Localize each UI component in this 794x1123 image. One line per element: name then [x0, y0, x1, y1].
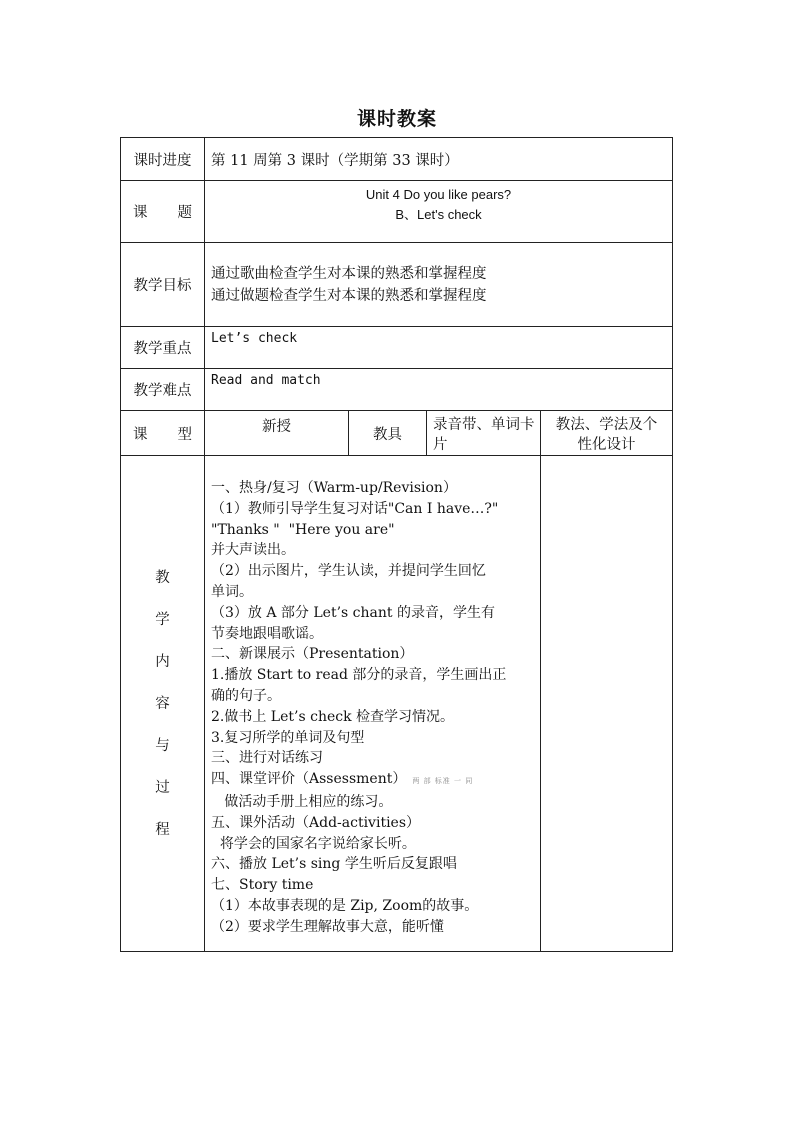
- process-line: 确的句子。: [211, 687, 281, 704]
- process-label-char: 学: [155, 611, 170, 628]
- process-line: 1.播放 Start to read 部分的录音，学生画出正: [211, 667, 507, 684]
- process-label-char: 过: [155, 779, 170, 796]
- process-content: [205, 456, 541, 952]
- row-progress: [121, 138, 673, 181]
- process-line: 六、播放 Let’s sing 学生听后反复跟唱: [211, 856, 457, 873]
- process-line: 一、热身/复习（Warm-up/Revision）: [211, 480, 457, 496]
- topic-label: 课 题: [121, 181, 205, 243]
- type-label: 课 型: [121, 411, 205, 456]
- type-value: 新授: [205, 411, 349, 456]
- process-label-char: 与: [155, 737, 170, 754]
- row-process: [121, 456, 673, 952]
- process-label-char: 容: [155, 695, 170, 712]
- lesson-plan-table: [120, 137, 673, 952]
- process-line: 单词。: [211, 583, 253, 600]
- row-key: [121, 327, 673, 369]
- process-line: 做活动手册上相应的练习。: [211, 793, 393, 810]
- process-line: （2）要求学生理解故事大意，能听懂: [211, 918, 444, 935]
- process-line: 3.复习所学的单词及句型: [211, 729, 365, 746]
- process-line: （1）本故事表现的是 Zip, Zoom的故事。: [211, 897, 479, 914]
- goal-value: [205, 243, 673, 327]
- process-line: 将学会的国家名字说给家长听。: [211, 835, 416, 852]
- process-line: 四、课堂评价（Assessment）: [211, 771, 407, 788]
- process-line: 2.做书上 Let’s check 检查学习情况。: [211, 708, 455, 725]
- row-topic: [121, 181, 673, 243]
- row-goal: [121, 243, 673, 327]
- method-notes-cell: [541, 456, 673, 952]
- process-line: 二、新课展示（Presentation）: [211, 646, 414, 663]
- process-label-char: 教: [155, 569, 170, 586]
- process-line: （1）教师引导学生复习对话"Can I have…?": [211, 500, 499, 517]
- progress-label: 课时进度: [121, 138, 205, 181]
- progress-value: 第 11 周第 3 课时（学期第 33 课时）: [205, 138, 673, 181]
- row-difficulty: [121, 369, 673, 411]
- process-line: 七、Story time: [211, 877, 314, 894]
- row-type: [121, 411, 673, 456]
- process-line: "Thanks " "Here you are": [211, 521, 395, 538]
- goal-label: 教学目标: [121, 243, 205, 327]
- process-line: 并大声读出。: [211, 542, 295, 559]
- process-line-with-note: [211, 769, 536, 792]
- key-label: 教学重点: [121, 327, 205, 369]
- tools-value: 录音带、单词卡片: [427, 411, 541, 456]
- process-line: 三、进行对话练习: [211, 750, 323, 767]
- topic-value: [205, 181, 673, 243]
- process-line: 五、课外活动（Add-activities）: [211, 814, 421, 831]
- process-line: 节奏地跟唱歌谣。: [211, 625, 323, 642]
- topic-line-2: B、Let's check: [395, 207, 482, 222]
- process-label-char: 内: [155, 653, 170, 670]
- process-line: （3）放 A 部分 Let’s chant 的录音，学生有: [211, 604, 495, 621]
- goal-line-1: 通过歌曲检查学生对本课的熟悉和掌握程度: [211, 265, 487, 282]
- method-label: 教法、学法及个性化设计: [541, 411, 673, 456]
- page-title: 课时教案: [356, 108, 437, 130]
- faint-note: 两 部 标准 一 同: [412, 777, 474, 786]
- process-line: （2）出示图片，学生认读，并提问学生回忆: [211, 563, 486, 580]
- process-label-char: 程: [155, 821, 170, 838]
- goal-line-2: 通过做题检查学生对本课的熟悉和掌握程度: [211, 287, 487, 304]
- tools-label: 教具: [349, 411, 427, 456]
- topic-line-1: Unit 4 Do you like pears?: [365, 187, 512, 202]
- difficulty-value: Read and match: [205, 369, 673, 411]
- process-label: [121, 456, 205, 952]
- key-value: Let’s check: [205, 327, 673, 369]
- difficulty-label: 教学难点: [121, 369, 205, 411]
